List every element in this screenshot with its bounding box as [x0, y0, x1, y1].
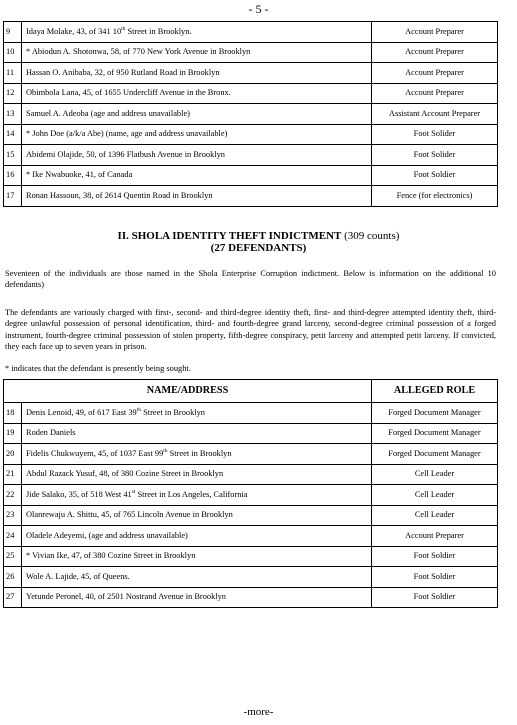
alleged-role: Cell Leader — [372, 505, 498, 526]
alleged-role: Assistant Account Preparer — [372, 104, 498, 125]
row-number: 10 — [4, 42, 22, 63]
alleged-role: Forged Document Manager — [372, 444, 498, 465]
column-header-alleged-role: ALLEGED ROLE — [372, 380, 498, 403]
alleged-role: Cell Leader — [372, 464, 498, 485]
section-counts: (309 counts) — [341, 230, 400, 242]
table-header-row — [4, 380, 498, 403]
row-number: 15 — [4, 145, 22, 166]
row-number: 9 — [4, 22, 22, 43]
alleged-role: Foot Soldier — [372, 165, 498, 186]
section-title: II. SHOLA IDENTITY THEFT INDICTMENT — [117, 230, 342, 242]
table-row — [4, 587, 498, 608]
alleged-role: Cell Leader — [372, 485, 498, 506]
table-row — [4, 444, 498, 465]
alleged-role: Account Preparer — [372, 63, 498, 84]
row-number: 17 — [4, 186, 22, 207]
table-row — [4, 526, 498, 547]
column-header-name-address: NAME/ADDRESS — [4, 380, 372, 403]
table-row — [4, 505, 498, 526]
defendant-name-address: Wole A. Lajide, 45, of Queens. — [22, 567, 372, 588]
alleged-role: Fence (for electronics) — [372, 186, 498, 207]
defendant-name-address: Roden Daniels — [22, 423, 372, 444]
sought-note: * indicates that the defendant is presently being sought. — [5, 364, 191, 373]
table-row — [4, 42, 498, 63]
row-number: 27 — [4, 587, 22, 608]
defendant-name-address: Abidemi Olajide, 50, of 1396 Flatbush Avenue in Brooklyn — [22, 145, 372, 166]
defendant-name-address: * John Doe (a/k/a Abe) (name, age and address unavailable) — [22, 124, 372, 145]
defendant-name-address: Denis Lenoid, 49, of 617 East 39th Street in Brooklyn — [22, 403, 372, 424]
row-number: 20 — [4, 444, 22, 465]
row-number: 23 — [4, 505, 22, 526]
defendants-table — [3, 379, 498, 608]
continuation-footer: -more- — [243, 706, 274, 718]
defendant-name-address: * Vivian Ike, 47, of 380 Cozine Street in Brooklyn — [22, 546, 372, 567]
table-row — [4, 567, 498, 588]
row-number: 14 — [4, 124, 22, 145]
charges-paragraph: The defendants are variously charged with first-, second- and third-degree identity theft, first- and third-degree attempted identity theft, third-degree unlawful possession of personal identification, third- and fourth-degree grand larceny, second-degree criminal possession of a forged instrument, fourth-degree criminal possession of stolen property, fifth-degree conspiracy, petit larceny and attempted petit larceny. If convicted, they each face up to seven years in prison. — [5, 308, 496, 351]
defendant-name-address: Idaya Molake, 43, of 341 10th Street in Brooklyn. — [22, 22, 372, 43]
row-number: 25 — [4, 546, 22, 567]
alleged-role: Forged Document Manager — [372, 403, 498, 424]
row-number: 19 — [4, 423, 22, 444]
row-number: 18 — [4, 403, 22, 424]
defendants-table-continued — [3, 21, 498, 207]
defendant-name-address: Abdul Razack Yusuf, 48, of 380 Cozine Street in Brooklyn — [22, 464, 372, 485]
alleged-role: Account Preparer — [372, 42, 498, 63]
row-number: 12 — [4, 83, 22, 104]
table-row — [4, 22, 498, 43]
alleged-role: Account Preparer — [372, 526, 498, 547]
table-row — [4, 485, 498, 506]
section-heading — [0, 230, 517, 254]
table-row — [4, 145, 498, 166]
row-number: 16 — [4, 165, 22, 186]
table-row — [4, 124, 498, 145]
defendant-name-address: Jide Salako, 35, of 518 West 41st Street in Los Angeles, California — [22, 485, 372, 506]
row-number: 26 — [4, 567, 22, 588]
alleged-role: Foot Soldier — [372, 567, 498, 588]
defendant-name-address: * Ike Nwabuoke, 41, of Canada — [22, 165, 372, 186]
alleged-role: Account Preparer — [372, 22, 498, 43]
alleged-role: Foot Soldier — [372, 587, 498, 608]
alleged-role: Account Preparer — [372, 83, 498, 104]
defendant-name-address: Obimbola Lana, 45, of 1655 Undercliff Avenue in the Bronx. — [22, 83, 372, 104]
defendant-name-address: Fidelis Chukwuyem, 45, of 1037 East 99th Street in Brooklyn — [22, 444, 372, 465]
table-row — [4, 63, 498, 84]
defendant-name-address: Ronan Hassoun, 38, of 2614 Quentin Road in Brooklyn — [22, 186, 372, 207]
row-number: 11 — [4, 63, 22, 84]
table-row — [4, 423, 498, 444]
row-number: 22 — [4, 485, 22, 506]
defendant-name-address: Yetunde Peronel, 40, of 2501 Nostrand Avenue in Brooklyn — [22, 587, 372, 608]
row-number: 24 — [4, 526, 22, 547]
defendant-name-address: Oladele Adeyemi, (age and address unavailable) — [22, 526, 372, 547]
alleged-role: Foot Soldier — [372, 546, 498, 567]
table-row — [4, 186, 498, 207]
alleged-role: Foot Solider — [372, 124, 498, 145]
section-defendants: (27 DEFENDANTS) — [210, 242, 307, 254]
page-number: - 5 - — [248, 2, 269, 16]
alleged-role: Foot Solider — [372, 145, 498, 166]
intro-paragraph: Seventeen of the individuals are those named in the Shola Enterprise Corruption indictment. Below is information on the additional 10 defendants) — [5, 269, 496, 290]
row-number: 13 — [4, 104, 22, 125]
row-number: 21 — [4, 464, 22, 485]
table-row — [4, 546, 498, 567]
defendant-name-address: Hassan O. Anibaba, 32, of 950 Rutland Road in Brooklyn — [22, 63, 372, 84]
defendant-name-address: Olanrewaju A. Shittu, 45, of 765 Lincoln Avenue in Brooklyn — [22, 505, 372, 526]
table-row — [4, 83, 498, 104]
alleged-role: Forged Document Manager — [372, 423, 498, 444]
defendant-name-address: * Abiodun A. Shotonwa, 58, of 770 New York Avenue in Brooklyn — [22, 42, 372, 63]
table-row — [4, 403, 498, 424]
defendant-name-address: Samuel A. Adeoba (age and address unavailable) — [22, 104, 372, 125]
table-row — [4, 165, 498, 186]
table-row — [4, 104, 498, 125]
table-row — [4, 464, 498, 485]
